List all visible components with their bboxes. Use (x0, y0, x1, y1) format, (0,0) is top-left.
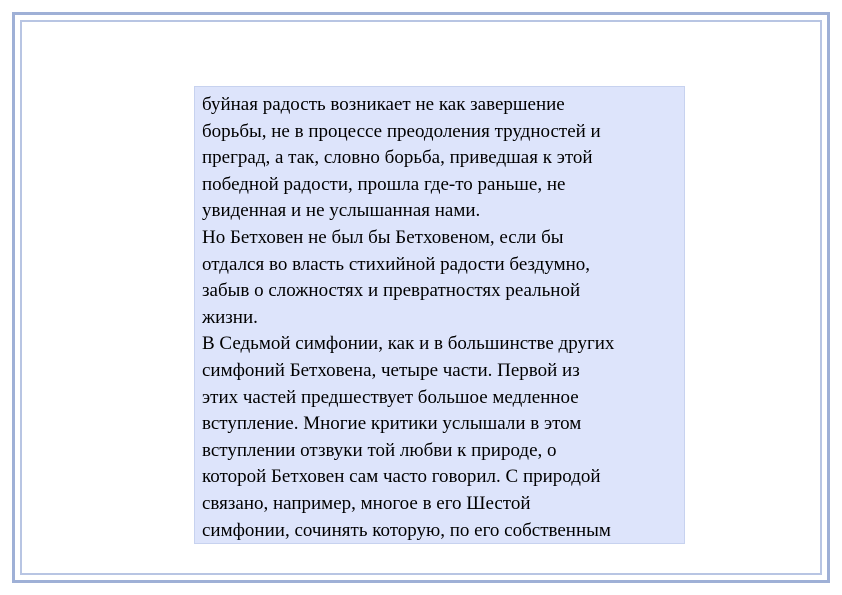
text-line: борьбы, не в процессе преодоления трудностей и (202, 120, 601, 142)
text-line: симфонии, сочинять которую, по его собственным (202, 519, 611, 541)
text-line: вступление. Многие критики услышали в этом (202, 413, 582, 435)
text-box (194, 86, 685, 544)
text-line: жизни. (202, 306, 258, 328)
text-line: забыв о сложностях и превратностях реальной (202, 280, 581, 302)
text-line: В Седьмой симфонии, как и в большинстве других (202, 333, 615, 355)
text-line: связано, например, многое в его Шестой (202, 492, 531, 514)
text-line: Но Бетховен не был бы Бетховеном, если бы (202, 226, 564, 248)
text-line: преград, а так, словно борьба, приведшая к этой (202, 147, 593, 169)
text-line: этих частей предшествует большое медленное (202, 386, 579, 408)
text-line: отдался во власть стихийной радости бездумно, (202, 253, 591, 275)
text-line: буйная радость возникает не как завершение (202, 94, 565, 115)
text-line: которой Бетховен сам часто говорил. С природой (202, 466, 601, 488)
text-line: симфоний Бетховена, четыре части. Первой из (202, 359, 580, 381)
text-line: вступлении отзвуки той любви к природе, о (202, 439, 557, 461)
text-line: победной радости, прошла где-то раньше, не (202, 173, 566, 195)
text-line: увиденная и не услышанная нами. (202, 200, 481, 222)
